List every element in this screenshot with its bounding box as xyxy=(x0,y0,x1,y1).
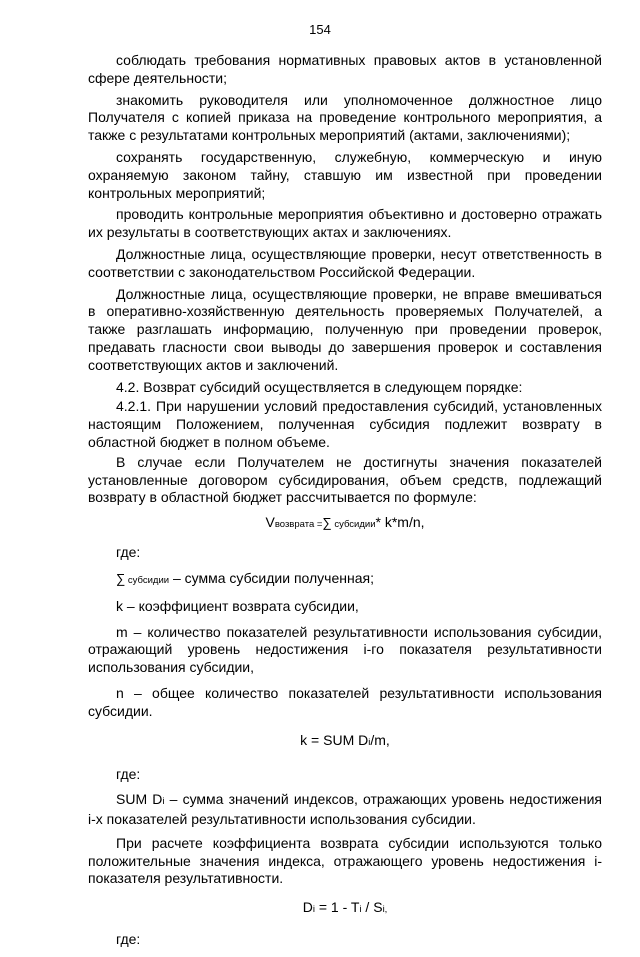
paragraph: знакомить руководителя или уполномоченное должностное лицо Получателя с копией приказа на проведение контрольного мероприятия, а также с результатами контрольных мероприятий (актами, заключениями); xyxy=(88,91,602,144)
formula-sum-subscript: субсидии xyxy=(331,519,376,531)
paragraph: В случае если Получателем не достигнуты значения показателей установленные договором субсидирования, объем средств, подлежащий возврату в областной бюджет рассчитывается по формуле: xyxy=(88,453,602,506)
page-number: 154 xyxy=(309,22,331,37)
formula2-b: /m, xyxy=(370,731,390,748)
sum-di-b: – сумма значений индексов, отражающих уровень недостижения i-х показателей результативности использования субсидии. xyxy=(88,791,602,828)
sum-symbol: ∑ xyxy=(322,515,332,531)
where-label: где: xyxy=(116,931,141,948)
paragraph: соблюдать требования нормативных правовых актов в установленной сфере деятельности; xyxy=(88,52,602,86)
formula-v-subscript: возврата xyxy=(274,519,315,531)
formula2-a: k = SUM D xyxy=(300,731,369,748)
sum-di-subscript: i xyxy=(162,796,165,808)
formula-return-volume xyxy=(88,513,602,534)
formula-eq: = xyxy=(314,519,323,531)
section-heading: 4.2. Возврат субсидий осуществляется в следующем порядке: xyxy=(116,378,523,395)
formula3-d: D xyxy=(302,899,313,916)
paragraph: Должностные лица, осуществляющие проверки, несут ответственность в соответствии с законодательством Российской Федерации. xyxy=(88,245,602,280)
sum-subscript: субсидии xyxy=(125,574,170,586)
formula3-mid: = 1 - T xyxy=(314,899,360,916)
paragraph: Должностные лица, осуществляющие проверки, не вправе вмешиваться в оперативно-хозяйственную деятельность проверяемых Получателей, а также разглашать информацию, полученную при проведении проверок, предавать гласности свои выводы до завершения проверок и составления соответствующих актов и заключений. xyxy=(88,285,602,373)
sum-definition-text: – сумма субсидии полученная; xyxy=(169,569,374,586)
formula3-s-subscript: i, xyxy=(382,904,388,916)
sum-definition xyxy=(116,570,602,590)
formula3-t-subscript: i xyxy=(359,904,362,916)
definition-k: k – коэффициент возврата субсидии, xyxy=(116,597,359,614)
formula-v: V xyxy=(265,514,275,531)
definition-n: n – общее количество показателей результативности использования субсидии. xyxy=(88,684,602,719)
sum-symbol: ∑ xyxy=(116,570,126,586)
formula3-d-subscript: i xyxy=(312,904,315,916)
paragraph: При расчете коэффициента возврата субсидии используются только положительные значения индекса, отражающего уровень недостижения i-показателя результативности. xyxy=(88,834,602,887)
sum-di-a: SUM D xyxy=(116,791,163,808)
formula3-slash: / S xyxy=(361,899,383,916)
formula2-subscript: i xyxy=(368,736,371,748)
paragraph: сохранять государственную, служебную, коммерческую и иную охраняемую законом тайну, ставшую им известной при проведении контрольных мероприятий; xyxy=(88,148,602,201)
definition-m: m – количество показателей результативности использования субсидии, отражающий уровень недостижения i-го показателя результативности использования субсидии, xyxy=(88,623,602,676)
paragraph: 4.2.1. При нарушении условий предоставления субсидий, установленных настоящим Положением, полученная субсидия подлежит возврату в областной бюджет в полном объеме. xyxy=(88,398,602,450)
paragraph: проводить контрольные мероприятия объективно и достоверно отражать их результаты в соответствующих актах и заключениях. xyxy=(88,206,602,241)
formula-coefficient xyxy=(88,731,602,752)
formula-rest: * k*m/n, xyxy=(375,514,425,531)
where-label: где: xyxy=(116,544,141,561)
sum-di-definition xyxy=(88,791,602,829)
document-body xyxy=(88,52,602,957)
where-label: где: xyxy=(116,765,141,782)
formula-index xyxy=(88,898,602,919)
